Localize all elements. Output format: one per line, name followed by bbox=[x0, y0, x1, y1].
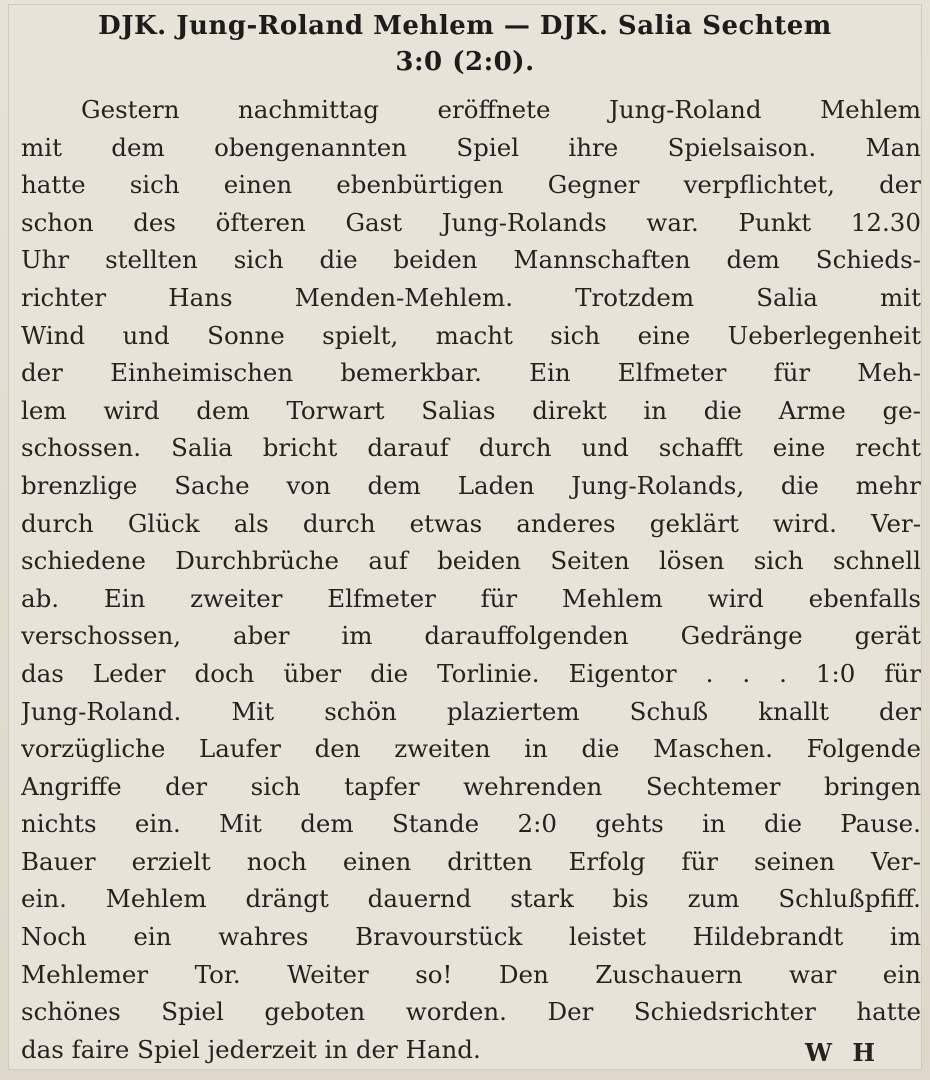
text-line: nichts ein. Mit dem Stande 2:0 gehts in die Pause. bbox=[21, 809, 921, 839]
text-line: schon des öfteren Gast Jung-Rolands war. Punkt 12.30 bbox=[21, 207, 921, 237]
text-line: schiedene Durchbrüche auf beiden Seiten lösen sich schnell bbox=[21, 546, 921, 576]
text-line: Wind und Sonne spielt, macht sich eine Ueberlegenheit bbox=[21, 320, 921, 350]
text-line: Jung-Roland. Mit schön plaziertem Schuß knallt der bbox=[21, 696, 921, 726]
newspaper-clipping bbox=[8, 4, 922, 1070]
text-line: Noch ein wahres Bravourstück leistet Hildebrandt im bbox=[21, 922, 921, 952]
text-line: ab. Ein zweiter Elfmeter für Mehlem wird ebenfalls bbox=[21, 583, 921, 613]
text-line: lem wird dem Torwart Salias direkt in die Arme ge- bbox=[21, 395, 921, 425]
text-line: das faire Spiel jederzeit in der Hand. bbox=[21, 1034, 481, 1064]
text-line: der Einheimischen bemerkbar. Ein Elfmeter für Meh- bbox=[21, 358, 921, 388]
text-line: durch Glück als durch etwas anderes geklärt wird. Ver- bbox=[21, 508, 921, 538]
text-line: verschossen, aber im darauffolgenden Gedränge gerät bbox=[21, 621, 921, 651]
article-body bbox=[21, 91, 921, 1068]
text-line: Angriffe der sich tapfer wehrenden Sechtemer bringen bbox=[21, 771, 921, 801]
text-line: schossen. Salia bricht darauf durch und schafft eine recht bbox=[21, 433, 921, 463]
text-line: Uhr stellten sich die beiden Mannschaften dem Schieds- bbox=[21, 245, 921, 275]
text-line: mit dem obengenannten Spiel ihre Spielsaison. Man bbox=[21, 132, 921, 162]
text-line: Bauer erzielt noch einen dritten Erfolg für seinen Ver- bbox=[21, 846, 921, 876]
text-line: ein. Mehlem drängt dauernd stark bis zum Schlußpfiff. bbox=[21, 884, 921, 914]
headline: DJK. Jung-Roland Mehlem — DJK. Salia Sechtem bbox=[98, 11, 832, 41]
text-line: richter Hans Menden-Mehlem. Trotzdem Salia mit bbox=[21, 282, 921, 312]
text-line: Mehlemer Tor. Weiter so! Den Zuschauern war ein bbox=[21, 959, 921, 989]
author-signature: W H bbox=[805, 1038, 881, 1067]
text-line: brenzlige Sache von dem Laden Jung-Rolands, die mehr bbox=[21, 470, 921, 500]
text-line: schönes Spiel geboten worden. Der Schiedsrichter hatte bbox=[21, 997, 921, 1027]
text-line: das Leder doch über die Torlinie. Eigentor . . . 1:0 für bbox=[21, 658, 921, 688]
headline-score: 3:0 (2:0). bbox=[395, 47, 535, 77]
text-line: vorzügliche Laufer den zweiten in die Maschen. Folgende bbox=[21, 734, 921, 764]
text-line: Gestern nachmittag eröffnete Jung-Roland Mehlem bbox=[81, 95, 921, 124]
text-line: hatte sich einen ebenbürtigen Gegner verpflichtet, der bbox=[21, 170, 921, 200]
